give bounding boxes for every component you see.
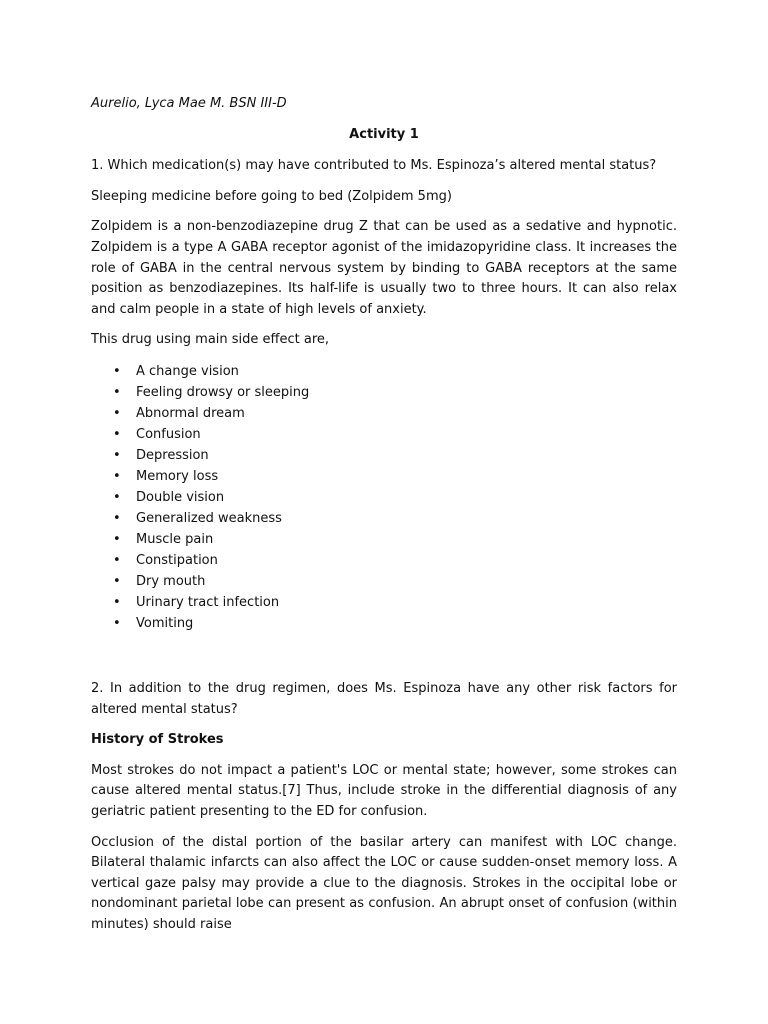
list-item: • A change vision — [91, 361, 677, 382]
bullet-icon: • — [113, 384, 121, 400]
list-item: • Confusion — [91, 424, 677, 445]
bullet-icon: • — [113, 489, 121, 505]
list-item: • Feeling drowsy or sleeping — [91, 382, 677, 403]
list-item: • Muscle pain — [91, 529, 677, 550]
bullet-icon: • — [113, 615, 121, 631]
strokes-paragraph-1: Most strokes do not impact a patient's LOC or mental state; however, some strokes can cause altered mental status.[7] Thus, include stroke in the differential diagnosis of any geriatric patient presenting to the ED for confusion. — [91, 762, 677, 819]
question-2: 2. In addition to the drug regimen, does Ms. Espinoza have any other risk factors for altered mental status? — [91, 680, 677, 717]
question-1: 1. Which medication(s) may have contributed to Ms. Espinoza’s altered mental status? — [91, 158, 657, 174]
list-item: • Urinary tract infection — [91, 592, 677, 613]
bullet-icon: • — [113, 531, 121, 547]
answer-1-body: Zolpidem is a non-benzodiazepine drug Z that can be used as a sedative and hypnotic. Zolpidem is a type A GABA receptor agonist of the imidazopyridine class. It increases the role of GABA in the central nervous system by binding to GABA receptors at the same position as benzodiazepines. Its half-life is usually two to three hours. It can also relax and calm people in a state of high levels of anxiety. — [91, 219, 677, 317]
list-item: • Abnormal dream — [91, 403, 677, 424]
author-line: Aurelio, Lyca Mae M. BSN III-D — [91, 96, 287, 111]
side-effects-intro: This drug using main side effect are, — [91, 332, 330, 348]
bullet-icon: • — [113, 426, 121, 442]
bullet-icon: • — [113, 447, 121, 463]
bullet-icon: • — [113, 468, 121, 484]
list-item: • Depression — [91, 445, 677, 466]
list-item: • Dry mouth — [91, 571, 677, 592]
list-item: • Generalized weakness — [91, 508, 677, 529]
bullet-icon: • — [113, 594, 121, 610]
list-item: • Memory loss — [91, 466, 677, 487]
section-heading: History of Strokes — [91, 732, 224, 748]
section-spacer — [91, 634, 677, 679]
bullet-icon: • — [113, 363, 121, 379]
list-item: • Constipation — [91, 550, 677, 571]
bullet-icon: • — [113, 405, 121, 421]
bullet-icon: • — [113, 573, 121, 589]
activity-title: Activity 1 — [349, 126, 419, 142]
bullet-icon: • — [113, 510, 121, 526]
list-item: • Vomiting — [91, 613, 677, 634]
list-item: • Double vision — [91, 487, 677, 508]
bullet-icon: • — [113, 552, 121, 568]
side-effects-list — [91, 361, 677, 634]
document-content — [91, 94, 677, 945]
answer-1-heading: Sleeping medicine before going to bed (Zolpidem 5mg) — [91, 188, 452, 204]
strokes-paragraph-2: Occlusion of the distal portion of the basilar artery can manifest with LOC change. Bilateral thalamic infarcts can also affect the LOC or cause sudden-onset memory loss. A vertical gaze palsy may provide a clue to the diagnosis. Strokes in the occipital lobe or nondominant parietal lobe can present as confusion. An abrupt onset of confusion (within minutes) should raise — [91, 834, 677, 932]
